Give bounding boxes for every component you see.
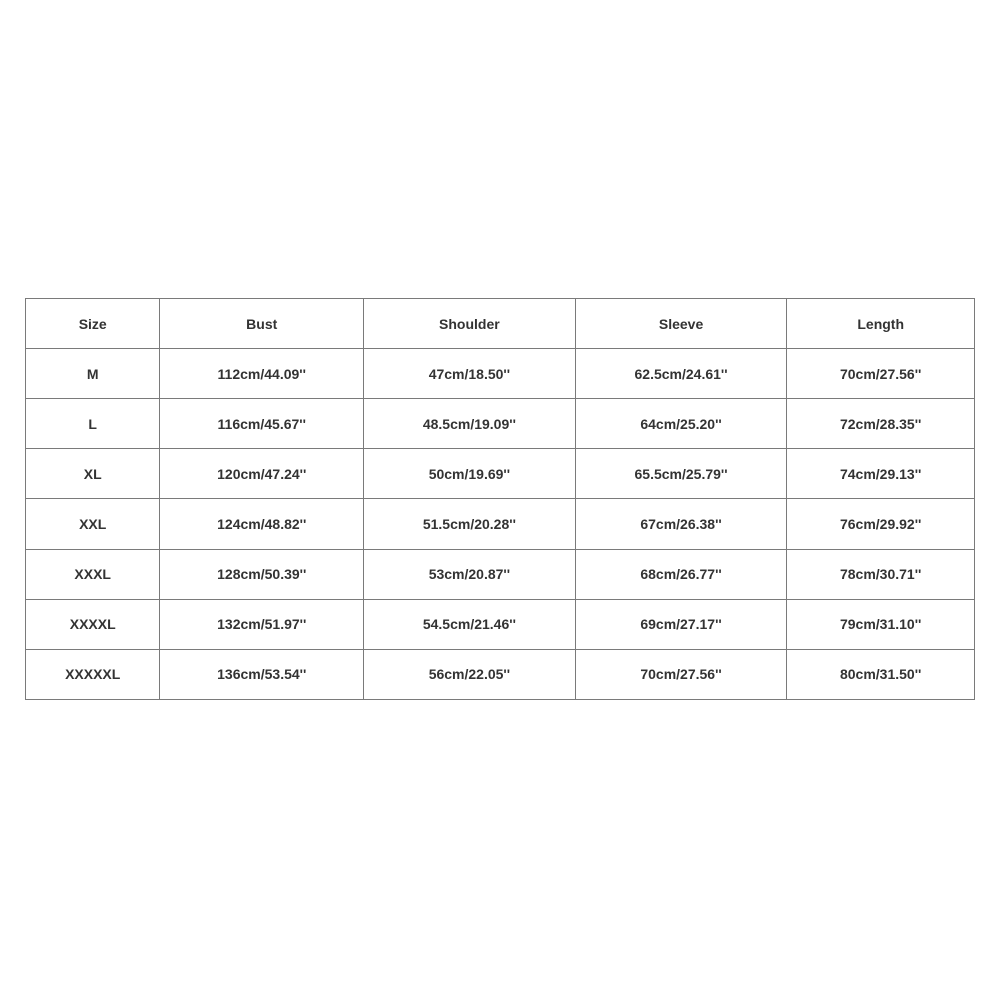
header-bust: Bust — [160, 299, 363, 348]
table-row — [26, 499, 974, 548]
cell-size: M — [26, 349, 159, 398]
cell-shoulder: 47cm/18.50'' — [364, 349, 575, 398]
cell-sleeve: 64cm/25.20'' — [576, 399, 787, 448]
cell-shoulder: 53cm/20.87'' — [364, 550, 575, 599]
cell-bust: 116cm/45.67'' — [160, 399, 363, 448]
table-row — [26, 349, 974, 398]
cell-length: 79cm/31.10'' — [787, 600, 974, 649]
cell-length: 78cm/30.71'' — [787, 550, 974, 599]
cell-bust: 136cm/53.54'' — [160, 650, 363, 699]
cell-bust: 132cm/51.97'' — [160, 600, 363, 649]
cell-sleeve: 68cm/26.77'' — [576, 550, 787, 599]
table-row — [26, 550, 974, 599]
cell-shoulder: 50cm/19.69'' — [364, 449, 575, 498]
cell-length: 80cm/31.50'' — [787, 650, 974, 699]
header-size: Size — [26, 299, 159, 348]
header-row — [26, 299, 974, 348]
cell-size: XXXL — [26, 550, 159, 599]
cell-sleeve: 69cm/27.17'' — [576, 600, 787, 649]
cell-sleeve: 65.5cm/25.79'' — [576, 449, 787, 498]
cell-shoulder: 48.5cm/19.09'' — [364, 399, 575, 448]
cell-length: 72cm/28.35'' — [787, 399, 974, 448]
cell-size: L — [26, 399, 159, 448]
cell-shoulder: 56cm/22.05'' — [364, 650, 575, 699]
table-row — [26, 399, 974, 448]
cell-size: XXL — [26, 499, 159, 548]
table-row — [26, 449, 974, 498]
cell-size: XL — [26, 449, 159, 498]
cell-shoulder: 51.5cm/20.28'' — [364, 499, 575, 548]
cell-length: 74cm/29.13'' — [787, 449, 974, 498]
cell-length: 76cm/29.92'' — [787, 499, 974, 548]
cell-sleeve: 67cm/26.38'' — [576, 499, 787, 548]
cell-sleeve: 70cm/27.56'' — [576, 650, 787, 699]
table-row — [26, 600, 974, 649]
cell-shoulder: 54.5cm/21.46'' — [364, 600, 575, 649]
cell-sleeve: 62.5cm/24.61'' — [576, 349, 787, 398]
cell-size: XXXXL — [26, 600, 159, 649]
table-row — [26, 650, 974, 699]
header-length: Length — [787, 299, 974, 348]
header-shoulder: Shoulder — [364, 299, 575, 348]
cell-size: XXXXXL — [26, 650, 159, 699]
cell-bust: 124cm/48.82'' — [160, 499, 363, 548]
size-chart-table — [25, 298, 975, 700]
header-sleeve: Sleeve — [576, 299, 787, 348]
cell-bust: 128cm/50.39'' — [160, 550, 363, 599]
cell-length: 70cm/27.56'' — [787, 349, 974, 398]
cell-bust: 120cm/47.24'' — [160, 449, 363, 498]
cell-bust: 112cm/44.09'' — [160, 349, 363, 398]
